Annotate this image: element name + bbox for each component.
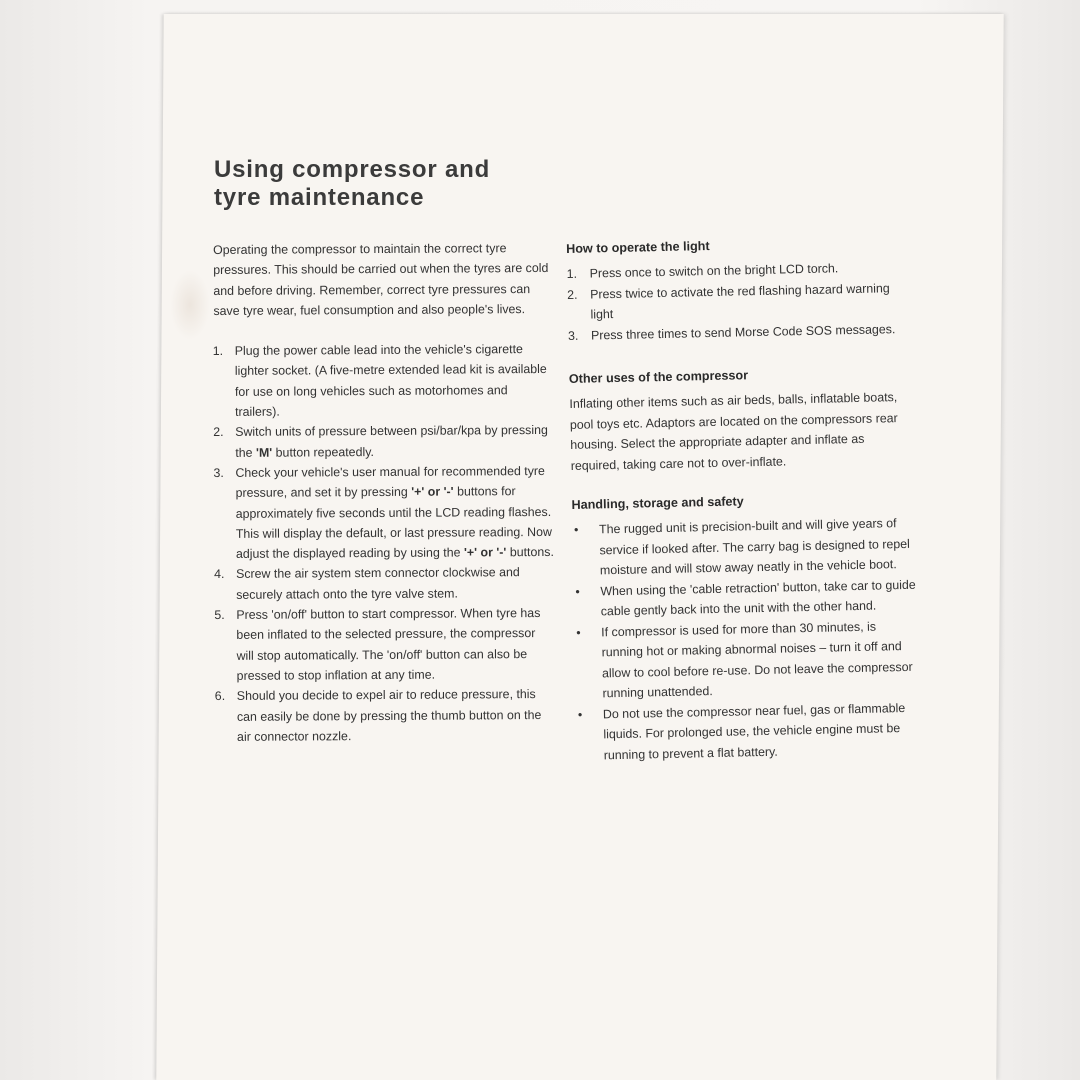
step-bold-text: '+' or '-' [411, 484, 454, 500]
title-line-2: tyre maintenance [214, 184, 425, 211]
light-item-text: Press twice to activate the red flashing hazard warning light [589, 280, 890, 322]
title-line-1: Using compressor and [214, 156, 491, 183]
light-item-number: 2. [566, 287, 578, 302]
light-item [567, 277, 913, 325]
light-item-text: Press once to switch on the bright LCD torch. [589, 261, 839, 281]
step-number: 3. [213, 465, 224, 480]
left-column [213, 238, 556, 747]
step-bold-text: '+' or '-' [463, 545, 507, 560]
handling-heading: Handling, storage and safety [571, 494, 744, 512]
step-number: 4. [214, 567, 225, 582]
light-list [567, 257, 914, 346]
handling-item [574, 615, 921, 704]
light-item-number: 1. [566, 266, 578, 281]
step-number: 5. [214, 607, 225, 623]
light-item-number: 3. [567, 328, 579, 343]
handling-item-text: The rugged unit is precision-built and will give years of service if looked after. The carry bag is designed to repel moisture and will stow away neatly in the vehicle boot. [598, 516, 910, 578]
handling-item-text: If compressor is used for more than 30 minutes, is running hot or making abnormal noises – turn it off and allow to cool before re-use. Do not leave the compressor running unattended. [601, 619, 913, 701]
step-number: 2. [213, 425, 224, 440]
step-text: Press 'on/off' button to start compressor. When tyre has been inflated to the selected pressure, the compressor will stop automatically. The 'on/off' button can also be pressed to stop inflation at any time. [236, 606, 541, 683]
bullet-icon: • [576, 625, 581, 640]
step-item [214, 339, 554, 422]
step-number: 6. [214, 689, 226, 704]
handling-item-text: Do not use the compressor near fuel, gas or flammable liquids. For prolonged use, the vehicle engine must be running to prevent a flat battery. [602, 700, 906, 762]
page-title [214, 156, 574, 212]
steps-list [214, 339, 556, 747]
handling-item [572, 513, 918, 582]
other-uses-heading: Other uses of the compressor [568, 368, 749, 386]
step-item [215, 562, 555, 605]
intro-paragraph: Operating the compressor to maintain the correct tyre pressures. This should be carried out when the tyres are cold and before driving. Remember, correct tyre pressures can save tyre wear, fuel consumption and also people's lives. [213, 241, 549, 318]
step-item [214, 420, 554, 463]
step-text: buttons. [506, 545, 554, 560]
handling-item [576, 697, 922, 766]
bullet-icon: • [573, 522, 579, 537]
right-column [566, 233, 922, 766]
light-item-text: Press three times to send Morse Code SOS messages. [590, 321, 896, 342]
handling-list [572, 513, 922, 766]
step-item [214, 461, 555, 565]
step-text: button repeatedly. [272, 444, 374, 460]
light-heading: How to operate the light [566, 238, 710, 256]
step-text: Should you decide to expel air to reduce pressure, this can easily be done by pressing the thumb button on the air connector nozzle. [236, 687, 542, 744]
handling-item [573, 574, 919, 622]
handling-item-text: When using the 'cable retraction' button, take car to guide cable gently back into the unit with the other hand. [600, 577, 916, 619]
other-uses-paragraph: Inflating other items such as air beds, balls, inflatable boats, pool toys etc. Adaptors are located on the compressors rear housing. Select the appropriate adapter and inflate as required, taking care not to over-inflate. [569, 390, 898, 473]
step-bold-text: 'M' [255, 445, 273, 460]
step-text: Switch units of pressure between psi/bar/kpa by pressing the [235, 423, 548, 460]
step-text: Screw the air system stem connector clockwise and securely attach onto the tyre valve stem. [235, 565, 520, 602]
bullet-icon: • [577, 707, 583, 722]
step-number: 1. [212, 344, 224, 359]
step-text: Plug the power cable lead into the vehicle's cigarette lighter socket. (A five-metre extended lead kit is available for use on long vehicles such as motorhomes and trailers). [234, 342, 547, 419]
step-item [215, 603, 555, 686]
step-item [216, 684, 556, 747]
step-text: buttons for approximately five seconds until the LCD reading flashes. This will display the default, or last pressure reading. Now adjust the displayed reading by using the [235, 484, 552, 562]
bullet-icon: • [575, 584, 580, 599]
step-text: Check your vehicle's user manual for recommended tyre pressure, and set it by pressing [235, 463, 545, 501]
